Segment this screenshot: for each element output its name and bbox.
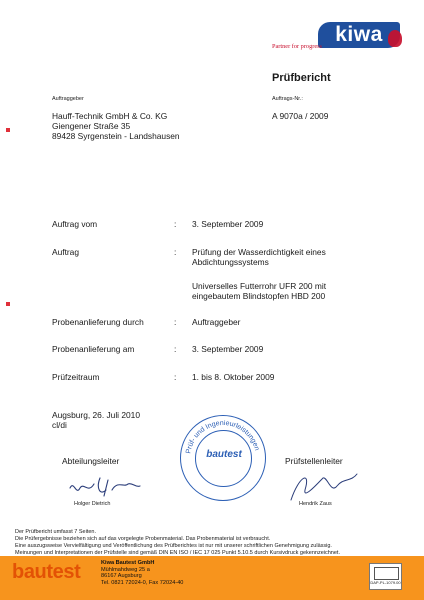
field-value: 3. September 2009 bbox=[192, 344, 264, 354]
field-label: Auftrag bbox=[52, 247, 80, 257]
left-signatory-name: Holger Dietrich bbox=[74, 501, 111, 507]
client-label: Auftraggeber bbox=[52, 96, 84, 102]
field-value-line2: eingebautem Blindstopfen HBD 200 bbox=[192, 291, 326, 301]
field-colon: : bbox=[174, 372, 177, 382]
company-stamp bbox=[180, 415, 266, 501]
footnote: Der Prüfbericht umfasst 7 Seiten. bbox=[15, 529, 97, 535]
order-number-label: Auftrags-Nr.: bbox=[272, 96, 303, 102]
left-signature-image bbox=[66, 470, 156, 500]
kiwa-logo: kiwa bbox=[318, 22, 400, 48]
svg-text:Prüf- und Ingenieurleistungen: Prüf- und Ingenieurleistungen bbox=[185, 419, 261, 455]
footnote: Die Prüfergebnisse beziehen sich auf das vorgelegte Probenmaterial. Das Probenmaterial ist verbraucht. bbox=[15, 536, 271, 542]
footnote: Eine auszugsweise Vervielfältigung und Veröffentlichung des Prüfberichtes ist nur mit unserer schriftlichen Genehmigung zulässig. bbox=[15, 543, 332, 549]
field-value: 3. September 2009 bbox=[192, 219, 264, 229]
margin-mark bbox=[6, 302, 10, 306]
footnote: Meinungen und Interpretationen der Prüfstelle sind gemäß DIN EN ISO / IEC 17 025 Punkt 5.10.5 durch Kursivdruck gekennzeichnet. bbox=[15, 550, 340, 556]
footer-bautest-logo: bautest bbox=[12, 561, 81, 583]
footer-city: 86167 Augsburg bbox=[101, 573, 142, 580]
accreditation-emblem bbox=[374, 567, 399, 580]
footer-phone: Tel. 0821 72024-0, Fax 72024-40 bbox=[101, 579, 184, 586]
stamp-center-text: bautest bbox=[206, 449, 242, 460]
field-value-line2: Abdichtungssystems bbox=[192, 257, 269, 267]
footer-street: Mühlmahdweg 25 a bbox=[101, 566, 150, 573]
order-number-value: A 9070a / 2009 bbox=[272, 111, 329, 121]
field-colon: : bbox=[174, 247, 177, 257]
right-signature-image bbox=[285, 466, 365, 506]
client-street: Giengener Straße 35 bbox=[52, 121, 131, 131]
margin-mark bbox=[6, 128, 10, 132]
place-date: Augsburg, 26. Juli 2010 bbox=[52, 410, 140, 420]
initials: cl/di bbox=[52, 420, 67, 430]
right-signatory-title: Prüfstellenleiter bbox=[285, 456, 343, 466]
accreditation-label: DAP-PL-1079.00 bbox=[370, 580, 401, 585]
stamp-ring-graphic bbox=[181, 416, 265, 500]
field-value: Prüfung der Wasserdichtigkeit eines bbox=[192, 247, 326, 257]
field-label: Prüfzeitraum bbox=[52, 372, 100, 382]
field-value: Auftraggeber bbox=[192, 317, 241, 327]
footer-company: Kiwa Bautest GmbH bbox=[101, 560, 155, 566]
field-label: Auftrag vom bbox=[52, 219, 98, 229]
client-name: Hauff-Technik GmbH & Co. KG bbox=[52, 111, 168, 121]
field-colon: : bbox=[174, 344, 177, 354]
right-signatory-name: Hendrik Zaus bbox=[299, 501, 332, 507]
accreditation-seal bbox=[369, 563, 402, 590]
field-value: Universelles Futterrohr UFR 200 mit bbox=[192, 281, 327, 291]
field-label: Probenanlieferung am bbox=[52, 344, 135, 354]
field-colon: : bbox=[174, 317, 177, 327]
field-value: 1. bis 8. Oktober 2009 bbox=[192, 372, 275, 382]
kiwa-logo-accent bbox=[388, 30, 402, 47]
field-label: Probenanlieferung durch bbox=[52, 317, 144, 327]
tagline: Partner for progress bbox=[272, 43, 323, 50]
document-title: Prüfbericht bbox=[272, 72, 331, 84]
footer-address bbox=[101, 560, 183, 586]
left-signatory-title: Abteilungsleiter bbox=[62, 456, 120, 466]
field-colon: : bbox=[174, 219, 177, 229]
client-city: 89428 Syrgenstein - Landshausen bbox=[52, 131, 180, 141]
